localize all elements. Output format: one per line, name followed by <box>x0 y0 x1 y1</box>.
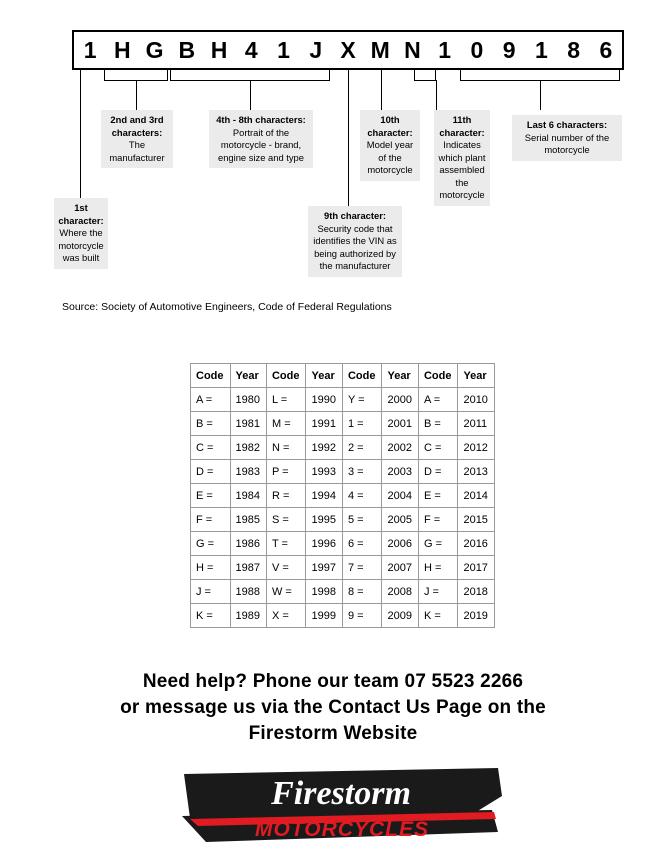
callout-title: Last 6 characters: <box>526 119 608 130</box>
callout-title: 9th character: <box>323 210 386 221</box>
callout-text: Indicates which plant assembled the motorcycle <box>438 139 486 200</box>
table-cell-code: C = <box>191 436 231 460</box>
table-cell-year: 1992 <box>306 436 342 460</box>
leader-line-first-character <box>80 70 81 198</box>
table-cell-code: 3 = <box>342 460 382 484</box>
vin-character: M <box>370 37 390 63</box>
table-header-cell: Code <box>191 364 231 388</box>
table-cell-year: 2000 <box>382 388 418 412</box>
year-code-table <box>190 363 495 628</box>
callout-text: Where the motorcycle was built <box>58 227 104 263</box>
table-header-cell: Code <box>418 364 458 388</box>
table-cell-year: 2007 <box>382 556 418 580</box>
table-cell-year: 2005 <box>382 508 418 532</box>
table-cell-year: 2016 <box>458 532 494 556</box>
callout-ninth-character <box>308 206 402 277</box>
table-cell-code: V = <box>266 556 306 580</box>
table-cell-year: 2017 <box>458 556 494 580</box>
table-cell-year: 2018 <box>458 580 494 604</box>
table-cell-year: 1981 <box>230 412 266 436</box>
table-cell-year: 1999 <box>306 604 342 628</box>
logo-graphic <box>176 766 506 844</box>
table-cell-code: Y = <box>342 388 382 412</box>
table-row <box>191 460 495 484</box>
table-cell-code: H = <box>191 556 231 580</box>
table-cell-year: 1984 <box>230 484 266 508</box>
leader-line-ninth-character <box>348 70 349 206</box>
table-cell-code: G = <box>191 532 231 556</box>
table-cell-year: 2013 <box>458 460 494 484</box>
vin-character: J <box>309 37 323 63</box>
table-cell-code: L = <box>266 388 306 412</box>
table-cell-year: 2019 <box>458 604 494 628</box>
table-cell-code: H = <box>418 556 458 580</box>
vin-character: 6 <box>599 37 613 63</box>
logo-wordmark-bottom: MOTORCYCLES <box>255 818 429 841</box>
firestorm-motorcycles-logo <box>176 766 506 844</box>
callout-title: 2nd and 3rd characters: <box>110 114 164 138</box>
table-cell-code: 5 = <box>342 508 382 532</box>
callout-text: Model year of the motorcycle <box>366 139 414 175</box>
table-cell-year: 1982 <box>230 436 266 460</box>
table-cell-year: 1983 <box>230 460 266 484</box>
callout-eleventh-character <box>434 110 490 206</box>
table-cell-code: 2 = <box>342 436 382 460</box>
table-cell-year: 1988 <box>230 580 266 604</box>
table-cell-year: 1995 <box>306 508 342 532</box>
table-header-cell: Year <box>458 364 494 388</box>
callout-first-character <box>54 198 108 269</box>
table-cell-code: F = <box>191 508 231 532</box>
table-cell-year: 1997 <box>306 556 342 580</box>
bracket-last-six-characters <box>460 70 620 80</box>
table-cell-code: B = <box>418 412 458 436</box>
table-row <box>191 532 495 556</box>
callout-text: The manufacturer <box>109 139 165 163</box>
help-text-block <box>0 669 666 747</box>
vin-character: H <box>210 37 228 63</box>
table-cell-year: 2010 <box>458 388 494 412</box>
bracket-eleventh-character <box>414 70 436 80</box>
vin-character: X <box>340 37 356 63</box>
table-cell-code: M = <box>266 412 306 436</box>
table-cell-code: P = <box>266 460 306 484</box>
callout-text: Serial number of the motorcycle <box>524 131 610 155</box>
vin-character: 1 <box>83 37 97 63</box>
callout-title: 4th - 8th characters: <box>216 114 306 125</box>
table-row <box>191 436 495 460</box>
vin-character: 9 <box>502 37 516 63</box>
leader-line-last-six-characters <box>540 80 541 110</box>
callout-tenth-character <box>360 110 420 181</box>
table-cell-year: 2001 <box>382 412 418 436</box>
table-cell-code: D = <box>418 460 458 484</box>
table-cell-code: 7 = <box>342 556 382 580</box>
table-cell-year: 2008 <box>382 580 418 604</box>
table-row <box>191 604 495 628</box>
table-cell-code: E = <box>418 484 458 508</box>
source-note: Source: Society of Automotive Engineers, Code of Federal Regulations <box>62 301 392 313</box>
table-cell-year: 1990 <box>306 388 342 412</box>
callout-text: Security code that identifies the VIN as being authorized by the manufacturer <box>313 222 397 271</box>
vin-character: 8 <box>567 37 581 63</box>
vin-character: H <box>114 37 131 63</box>
table-cell-code: 9 = <box>342 604 382 628</box>
callout-title: 10th character: <box>367 114 413 138</box>
table-cell-code: A = <box>191 388 231 412</box>
table-cell-code: T = <box>266 532 306 556</box>
vin-character: 1 <box>438 37 452 63</box>
table-cell-year: 2011 <box>458 412 494 436</box>
table-cell-code: F = <box>418 508 458 532</box>
vin-character: 4 <box>244 37 258 63</box>
table-header-cell: Year <box>230 364 266 388</box>
table-cell-code: G = <box>418 532 458 556</box>
table-cell-code: J = <box>418 580 458 604</box>
bracket-second-third-characters <box>104 70 168 80</box>
table-cell-year: 1980 <box>230 388 266 412</box>
leader-line-second-third-characters <box>136 80 137 110</box>
table-cell-year: 2002 <box>382 436 418 460</box>
vin-character: N <box>404 37 421 63</box>
table-cell-year: 1993 <box>306 460 342 484</box>
table-cell-code: B = <box>191 412 231 436</box>
vin-character: G <box>145 37 164 63</box>
table-cell-code: K = <box>191 604 231 628</box>
table-cell-code: W = <box>266 580 306 604</box>
table-row <box>191 484 495 508</box>
bracket-span-eleventh <box>414 80 436 81</box>
table-cell-code: 1 = <box>342 412 382 436</box>
table-cell-code: 8 = <box>342 580 382 604</box>
help-line-3: Firestorm Website <box>248 723 418 744</box>
table-cell-code: A = <box>418 388 458 412</box>
callout-title: 11th character: <box>439 114 485 138</box>
table-cell-year: 1987 <box>230 556 266 580</box>
table-header-cell: Year <box>306 364 342 388</box>
vin-character: 1 <box>277 37 290 63</box>
table-cell-code: N = <box>266 436 306 460</box>
table-cell-year: 2006 <box>382 532 418 556</box>
table-cell-year: 1994 <box>306 484 342 508</box>
table-cell-code: J = <box>191 580 231 604</box>
callout-title: 1st character: <box>58 202 104 226</box>
table-cell-year: 1991 <box>306 412 342 436</box>
table-cell-code: R = <box>266 484 306 508</box>
vin-character: 1 <box>535 37 548 63</box>
table-header-cell: Year <box>382 364 418 388</box>
callout-second-third-characters <box>101 110 173 168</box>
table-cell-code: 6 = <box>342 532 382 556</box>
table-row <box>191 556 495 580</box>
table-cell-year: 2003 <box>382 460 418 484</box>
table-cell-year: 2012 <box>458 436 494 460</box>
table-cell-year: 2009 <box>382 604 418 628</box>
callout-text: Portrait of the motorcycle - brand, engine size and type <box>217 126 304 163</box>
table-header-cell: Code <box>342 364 382 388</box>
help-line-1: Need help? Phone our team 07 5523 2266 <box>142 671 524 692</box>
table-cell-year: 1986 <box>230 532 266 556</box>
callout-fourth-eighth-characters <box>209 110 313 168</box>
table-cell-year: 2004 <box>382 484 418 508</box>
leader-line-eleventh-character <box>436 80 437 110</box>
logo-wordmark-top: Firestorm <box>271 775 411 812</box>
table-header-row <box>191 364 495 388</box>
bracket-fourth-eighth-characters <box>170 70 330 80</box>
table-row <box>191 412 495 436</box>
table-cell-code: C = <box>418 436 458 460</box>
table-cell-year: 2014 <box>458 484 494 508</box>
table-cell-year: 1985 <box>230 508 266 532</box>
table-cell-year: 2015 <box>458 508 494 532</box>
leader-line-tenth-character <box>381 70 382 110</box>
table-cell-code: S = <box>266 508 306 532</box>
table-cell-year: 1996 <box>306 532 342 556</box>
table-cell-code: E = <box>191 484 231 508</box>
help-line-2: or message us via the Contact Us Page on the <box>120 697 546 718</box>
leader-line-fourth-eighth-characters <box>250 80 251 110</box>
callout-last-six-characters <box>512 115 622 161</box>
table-cell-code: D = <box>191 460 231 484</box>
table-row <box>191 388 495 412</box>
table-cell-year: 1998 <box>306 580 342 604</box>
table-row <box>191 508 495 532</box>
table-header-cell: Code <box>266 364 306 388</box>
vin-character: 0 <box>470 37 484 63</box>
table-cell-code: 4 = <box>342 484 382 508</box>
table-row <box>191 580 495 604</box>
table-cell-code: X = <box>266 604 306 628</box>
vin-number-box <box>72 30 624 70</box>
table-cell-year: 1989 <box>230 604 266 628</box>
table-cell-code: K = <box>418 604 458 628</box>
vin-character: B <box>178 37 196 63</box>
